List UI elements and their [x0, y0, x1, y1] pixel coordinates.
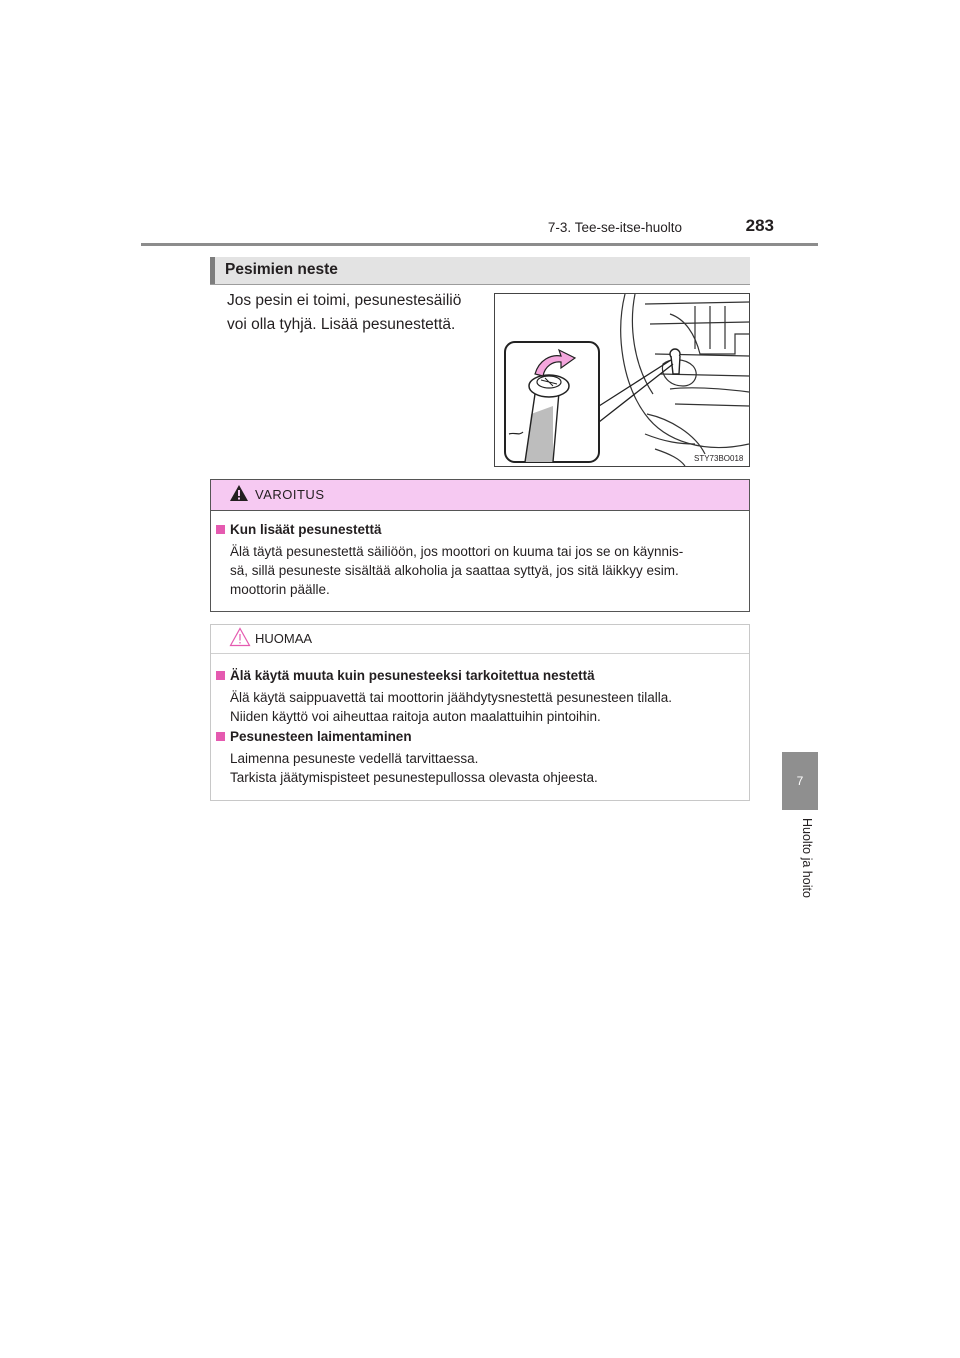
- engine-bay-drawing: [495, 294, 749, 466]
- warning-item-heading: Kun lisäät pesunestettä: [216, 522, 382, 537]
- section-heading: [210, 257, 750, 284]
- notice-header: [211, 625, 749, 654]
- intro-line-1: Jos pesin ei toimi, pesunestesäiliö: [227, 292, 462, 309]
- notice-item-heading-1: Älä käytä muuta kuin pesunesteeksi tarkoitettua nestettä: [216, 668, 595, 683]
- notice-item-body-1: Älä käytä saippuavettä tai moottorin jäähdytysnestettä pesunesteen tilalla. Niiden käyttö voi aiheuttaa raitoja auton maalattuihin pintoihin.: [230, 690, 673, 724]
- chapter-title-vertical: Huolto ja hoito: [800, 818, 814, 898]
- warning-title: VAROITUS: [255, 487, 325, 502]
- intro-text: [227, 289, 492, 337]
- chapter-tab: [782, 752, 818, 810]
- warning-header: [211, 480, 749, 511]
- notice-item-body-2: Laimenna pesuneste vedellä tarvittaessa. Tarkista jäätymispisteet pesunestepullossa olevasta ohjeesta.: [230, 751, 598, 785]
- intro-line-2: voi olla tyhjä. Lisää pesunestettä.: [227, 316, 456, 333]
- page-number: 283: [745, 216, 774, 235]
- square-bullet-icon: [216, 732, 225, 741]
- notice-triangle-icon: [229, 627, 251, 647]
- notice-title: HUOMAA: [255, 631, 313, 646]
- warning-item-body: Älä täytä pesunestettä säiliöön, jos moottori on kuuma tai jos se on käynnis- sä, sillä pesuneste sisältää alkoholia ja saattaa syttyä, jos sitä läikkyy esim. moottorin päälle.: [230, 544, 684, 597]
- illustration-code: STY73BO018: [694, 454, 744, 463]
- header-rule: [141, 243, 818, 246]
- warning-triangle-icon: [229, 484, 249, 502]
- square-bullet-icon: [216, 525, 225, 534]
- washer-reservoir-illustration: [494, 293, 750, 467]
- section-underline: [210, 284, 750, 285]
- square-bullet-icon: [216, 671, 225, 680]
- notice-box: [210, 624, 750, 801]
- section-heading-text: Pesimien neste: [225, 261, 338, 278]
- notice-item-heading-2: Pesunesteen laimentaminen: [216, 729, 412, 744]
- chapter-number: 7: [796, 774, 804, 788]
- running-header: 7-3. Tee-se-itse-huolto: [547, 220, 682, 235]
- warning-box: [210, 479, 750, 612]
